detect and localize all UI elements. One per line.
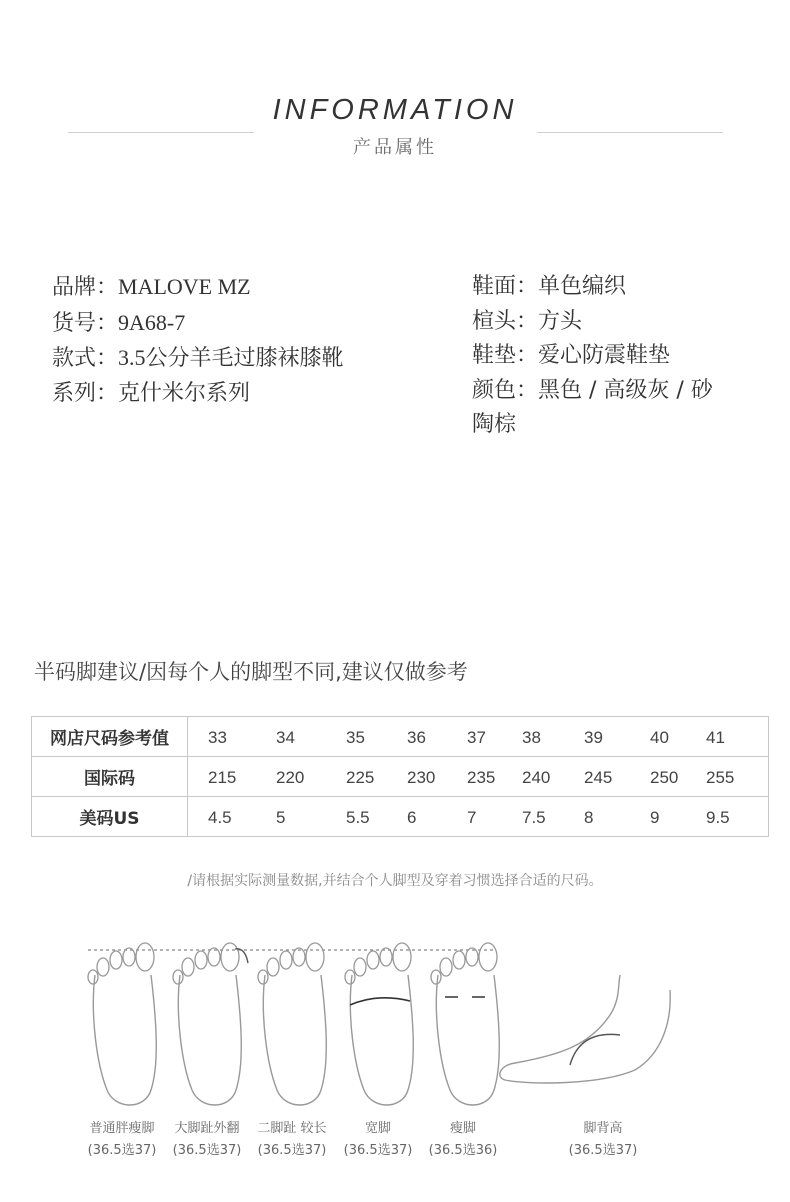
page-title: INFORMATION	[272, 94, 518, 126]
attributes-left	[52, 270, 344, 411]
table-cell: 9	[650, 808, 660, 827]
table-cell: 255	[706, 768, 735, 787]
table-cell: 225	[346, 768, 375, 787]
size-table	[31, 716, 769, 837]
foot-type-high-instep: 脚背高 (36.5选37)	[568, 1121, 638, 1158]
row-header-us-size: 美码US	[32, 797, 188, 837]
table-cell: 7	[467, 808, 477, 827]
attribute-series: 系列：克什米尔系列	[52, 380, 251, 406]
foot-type-narrow: 瘦脚 (36.5选36)	[428, 1121, 498, 1158]
table-cell: 8	[584, 808, 594, 827]
table-cell: 215	[208, 768, 237, 787]
foot-type-wide: 宽脚 (36.5选37)	[343, 1121, 413, 1158]
foot-icon-normal	[88, 943, 156, 1105]
foot-icon-wide	[345, 943, 413, 1105]
attribute-item-number: 货号：9A68-7	[52, 309, 186, 336]
foot-type-long-second-toe: 二脚趾 较长 (36.5选37)	[257, 1121, 327, 1158]
table-cell: 41	[706, 728, 725, 747]
size-guide-title: 半码脚建议/因每个人的脚型不同,建议仅做参考	[34, 660, 468, 684]
table-cell: 245	[584, 768, 613, 787]
row-header-intl-size: 国际码	[32, 757, 188, 797]
table-cell: 36	[407, 728, 426, 747]
table-cell: 35	[346, 728, 365, 747]
table-cell: 37	[467, 728, 486, 747]
attribute-color: 颜色：黑色 / 高级灰 / 砂陶棕	[472, 377, 713, 437]
foot-type-bunion: 大脚趾外翻 (36.5选37)	[172, 1121, 242, 1158]
table-row	[32, 757, 769, 797]
table-cell: 6	[407, 808, 417, 827]
foot-icon-bunion	[173, 943, 241, 1105]
table-cell: 230	[407, 768, 436, 787]
attribute-insole: 鞋垫：爱心防震鞋垫	[472, 343, 671, 368]
table-row	[32, 717, 769, 757]
table-cell: 235	[467, 768, 496, 787]
foot-icon-high-instep	[500, 975, 670, 1083]
attribute-upper: 鞋面：单色编织	[472, 274, 627, 299]
foot-types-illustration	[60, 935, 750, 1125]
table-cell: 5	[276, 808, 286, 827]
attribute-toe: 楦头：方头	[472, 308, 583, 334]
attribute-style: 款式：3.5公分羊毛过膝袜膝靴	[52, 345, 344, 371]
attributes-right	[472, 270, 732, 443]
foot-icon-narrow	[431, 943, 499, 1105]
table-cell: 9.5	[706, 808, 730, 827]
table-cell: 240	[522, 768, 551, 787]
table-cell: 33	[208, 728, 227, 747]
attribute-brand: 品牌：MALOVE MZ	[52, 274, 251, 300]
table-cell: 40	[650, 728, 669, 747]
table-cell: 39	[584, 728, 603, 747]
table-cell: 34	[276, 728, 295, 747]
foot-icon-long-second-toe	[258, 943, 326, 1105]
table-cell: 4.5	[208, 808, 232, 827]
size-guide-note: /请根据实际测量数据,并结合个人脚型及穿着习惯选择合适的尺码。	[187, 873, 603, 889]
table-cell: 220	[276, 768, 305, 787]
table-cell: 5.5	[346, 808, 370, 827]
table-cell: 38	[522, 728, 541, 747]
table-row	[32, 797, 769, 837]
page-subtitle: 产品属性	[353, 137, 437, 158]
foot-type-normal: 普通胖瘦脚 (36.5选37)	[87, 1121, 157, 1158]
table-cell: 250	[650, 768, 679, 787]
table-cell: 7.5	[522, 808, 546, 827]
row-header-cn-size: 网店尺码参考值	[32, 717, 188, 757]
